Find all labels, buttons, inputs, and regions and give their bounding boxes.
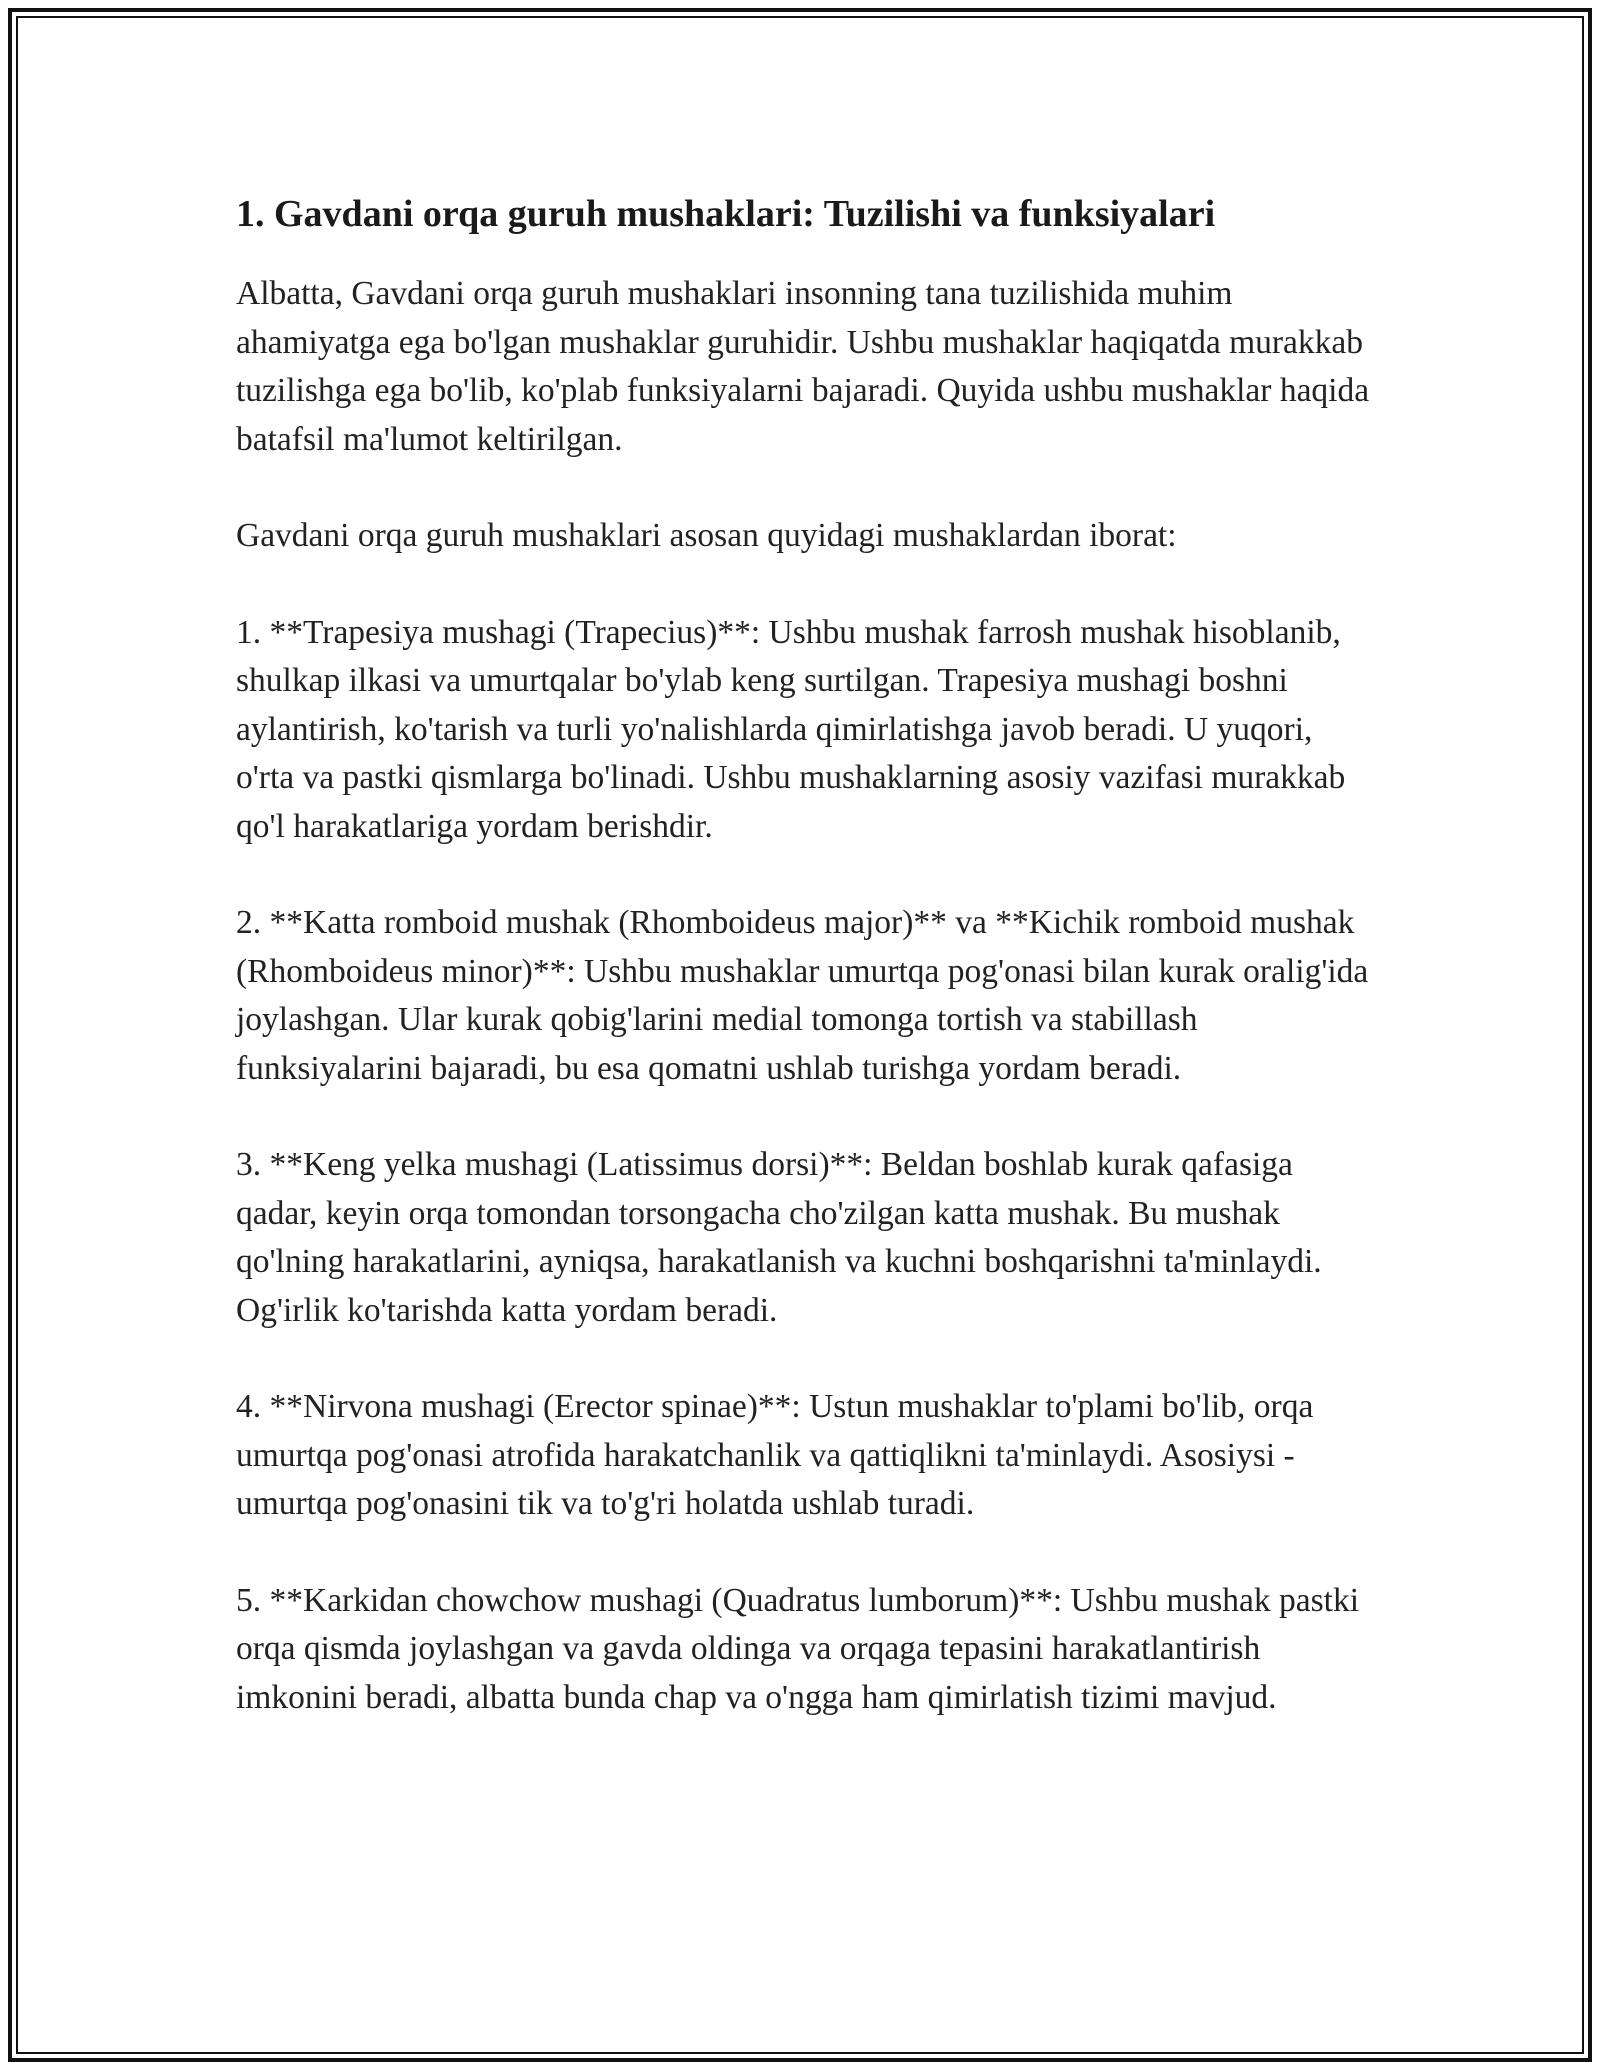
paragraph-erector-spinae: 4. **Nirvona mushagi (Erector spinae)**: Ustun mushaklar to'plami bo'lib, orqa umurtqa pog'onasi atrofida harakatchanlik va qattiqlikni ta'minlaydi. Asosiysi - umurtqa pog'onasini tik va to'g'ri holatda ushlab turadi. <box>236 1388 1314 1522</box>
paragraph-quadratus-lumborum: 5. **Karkidan chowchow mushagi (Quadratus lumborum)**: Ushbu mushak pastki orqa qismda joylashgan va gavda oldinga va orqaga tepasini harakatlantirish imkonini beradi, albatta bunda chap va o'ngga ham qimirlatish tizimi mavjud. <box>236 1581 1360 1716</box>
paragraph-intro: Albatta, Gavdani orqa guruh mushaklari insonning tana tuzilishida muhim ahamiyatga ega bo'lgan mushaklar guruhidir. Ushbu mushaklar haqiqatda murakkab tuzilishga ega bo'lib, ko'plab funksiyalarni bajaradi. Quyida ushbu mushaklar haqida batafsil ma'lumot keltirilgan. <box>236 275 1370 458</box>
paragraph-latissimus: 3. **Keng yelka mushagi (Latissimus dorsi)**: Beldan boshlab kurak qafasiga qadar, keyin orqa tomondan torsongacha cho'zilgan katta mushak. Bu mushak qo'lning harakatlarini, ayniqsa, harakatlanish va kuchni boshqarishni ta'minlaydi. Og'irlik ko'tarishda katta yordam beradi. <box>236 1146 1322 1329</box>
paragraph-rhomboids: 2. **Katta romboid mushak (Rhomboideus major)** va **Kichik romboid mushak (Rhomboideus minor)**: Ushbu mushaklar umurtqa pog'onasi bilan kurak oralig'ida joylashgan. Ular kurak qobig'larini medial tomonga tortish va stabillash funksiyalarini bajaradi, bu esa qomatni ushlab turishga yordam beradi. <box>236 904 1369 1087</box>
paragraph-list-lead: Gavdani orqa guruh mushaklari asosan quyidagi mushaklardan iborat: <box>236 517 1177 554</box>
document-title: 1. Gavdani orqa guruh mushaklari: Tuzilishi va funksiyalari <box>236 193 1216 235</box>
document-body <box>236 186 1376 1770</box>
paragraph-trapezius: 1. **Trapesiya mushagi (Trapecius)**: Ushbu mushak farrosh mushak hisoblanib, shulkap ilkasi va umurtqalar bo'ylab keng surtilgan. Trapesiya mushagi boshni aylantirish, ko'tarish va turli yo'nalishlarda qimirlatishga javob beradi. U yuqori, o'rta va pastki qismlarga bo'linadi. Ushbu mushaklarning asosiy vazifasi murakkab qo'l harakatlariga yordam berishdir. <box>236 613 1346 845</box>
